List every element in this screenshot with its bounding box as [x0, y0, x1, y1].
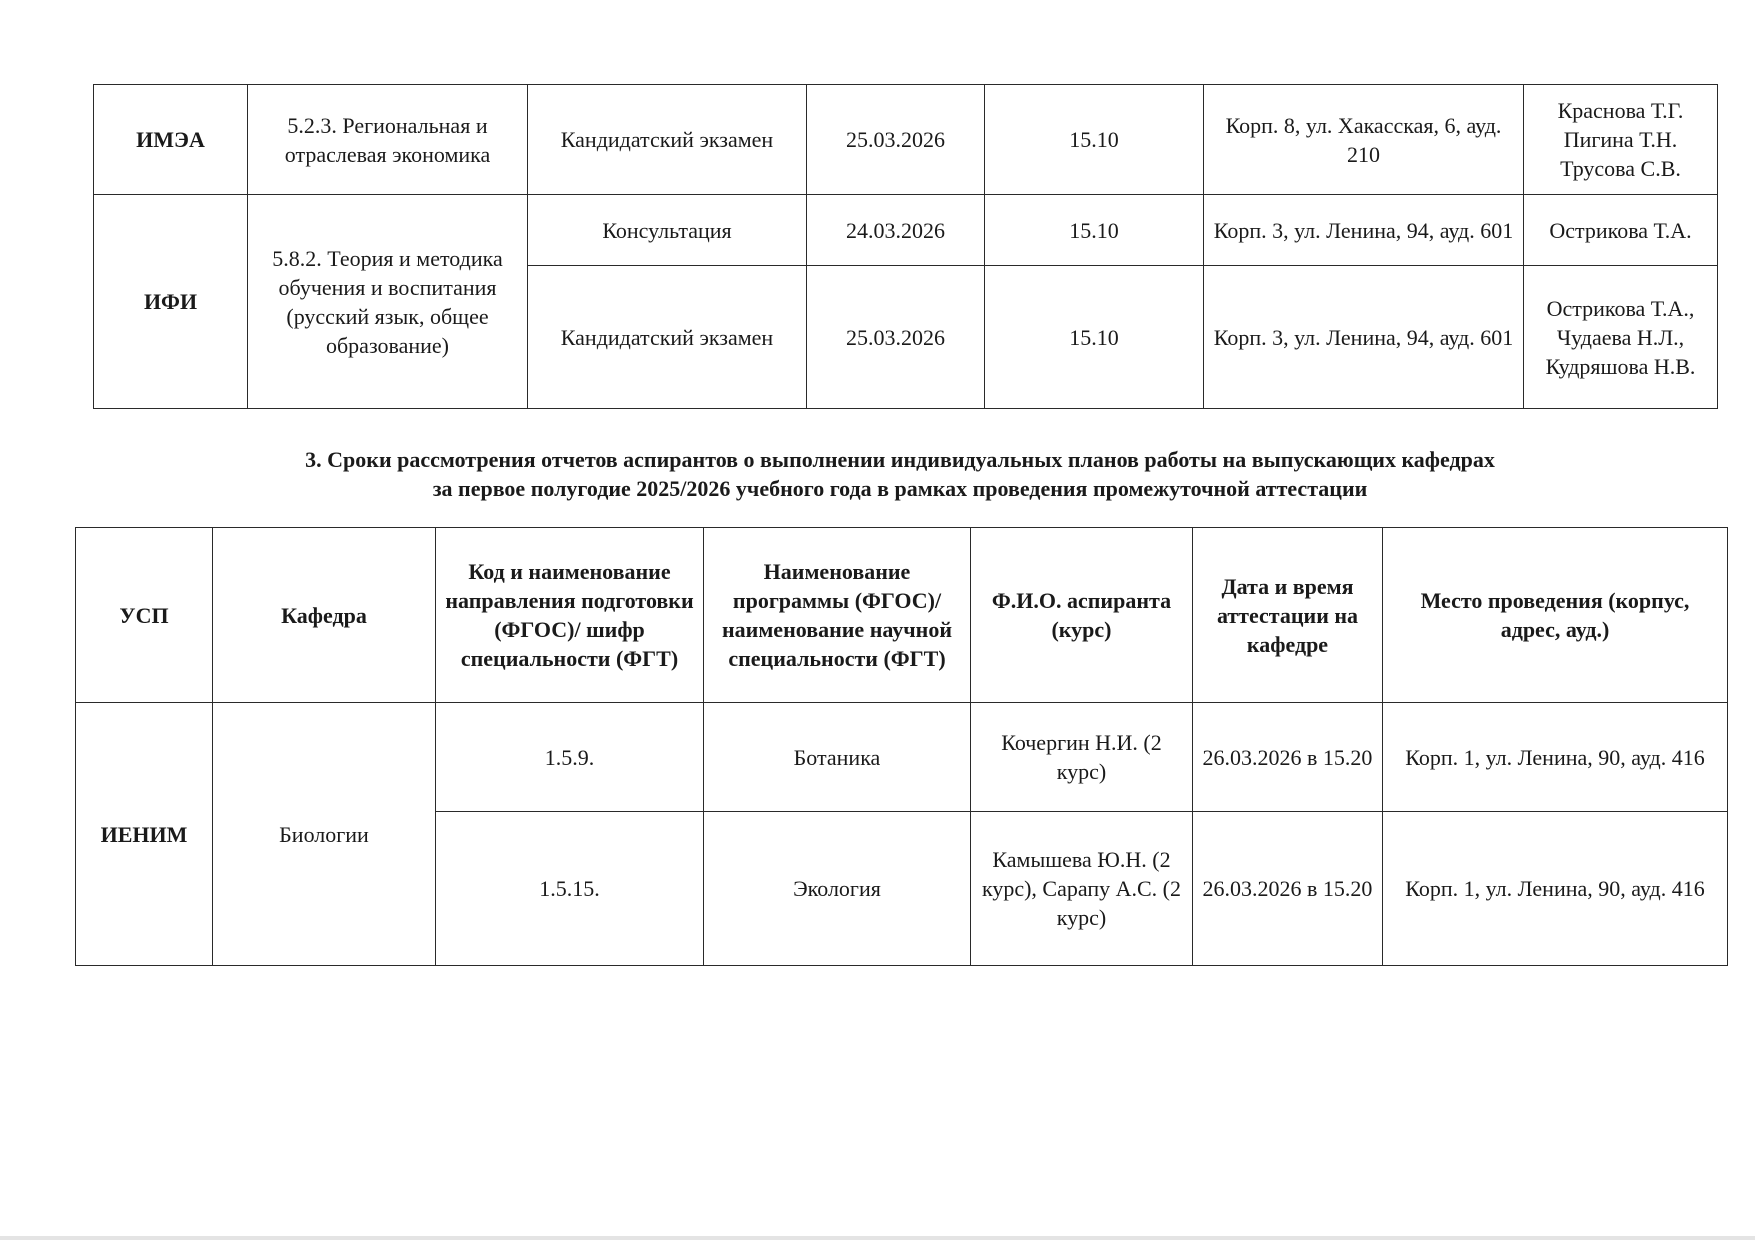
- event-type-cell: Консультация: [528, 195, 807, 266]
- datetime-cell: 26.03.2026 в 15.20: [1193, 703, 1383, 812]
- header-program: Наименование программы (ФГОС)/ наименование научной специальности (ФГТ): [704, 528, 971, 703]
- student-cell: Кочергин Н.И. (2 курс): [971, 703, 1193, 812]
- commission-cell: Краснова Т.Г. Пигина Т.Н. Трусова С.В.: [1524, 85, 1718, 195]
- header-code: Код и наименование направления подготовки (ФГОС)/ шифр специальности (ФГТ): [436, 528, 704, 703]
- time-cell: 15.10: [985, 266, 1204, 409]
- place-cell: Корп. 8, ул. Хакасская, 6, ауд. 210: [1204, 85, 1524, 195]
- header-usp: УСП: [76, 528, 213, 703]
- exam-schedule-table: [93, 84, 1718, 409]
- header-department: Кафедра: [213, 528, 436, 703]
- table-row: [94, 85, 1718, 195]
- section-heading: [80, 445, 1720, 503]
- date-cell: 24.03.2026: [807, 195, 985, 266]
- program-cell: Ботаника: [704, 703, 971, 812]
- time-cell: 15.10: [985, 85, 1204, 195]
- header-datetime: Дата и время аттестации на кафедре: [1193, 528, 1383, 703]
- section-heading-line2: за первое полугодие 2025/2026 учебного года в рамках проведения промежуточной аттестации: [432, 476, 1368, 501]
- datetime-cell: 26.03.2026 в 15.20: [1193, 812, 1383, 966]
- header-student: Ф.И.О. аспиранта (курс): [971, 528, 1193, 703]
- commission-cell: Острикова Т.А., Чудаева Н.Л., Кудряшова Н.В.: [1524, 266, 1718, 409]
- code-cell: 1.5.15.: [436, 812, 704, 966]
- program-cell: Экология: [704, 812, 971, 966]
- student-cell: Камышева Ю.Н. (2 курс), Сарапу А.С. (2 курс): [971, 812, 1193, 966]
- specialty-cell: 5.2.3. Региональная и отраслевая экономика: [248, 85, 528, 195]
- place-cell: Корп. 1, ул. Ленина, 90, ауд. 416: [1383, 812, 1728, 966]
- event-type-cell: Кандидатский экзамен: [528, 85, 807, 195]
- place-cell: Корп. 3, ул. Ленина, 94, ауд. 601: [1204, 195, 1524, 266]
- header-place: Место проведения (корпус, адрес, ауд.): [1383, 528, 1728, 703]
- table-row: [94, 195, 1718, 266]
- specialty-cell: 5.8.2. Теория и методика обучения и воспитания (русский язык, общее образование): [248, 195, 528, 409]
- usp-cell: ИФИ: [94, 195, 248, 409]
- place-cell: Корп. 3, ул. Ленина, 94, ауд. 601: [1204, 266, 1524, 409]
- table-header-row: [76, 528, 1728, 703]
- department-cell: Биологии: [213, 703, 436, 966]
- date-cell: 25.03.2026: [807, 266, 985, 409]
- place-cell: Корп. 1, ул. Ленина, 90, ауд. 416: [1383, 703, 1728, 812]
- code-cell: 1.5.9.: [436, 703, 704, 812]
- event-type-cell: Кандидатский экзамен: [528, 266, 807, 409]
- section-heading-line1: 3. Сроки рассмотрения отчетов аспирантов о выполнении индивидуальных планов работы на выпускающих кафедрах: [305, 447, 1495, 472]
- commission-cell: Острикова Т.А.: [1524, 195, 1718, 266]
- date-cell: 25.03.2026: [807, 85, 985, 195]
- time-cell: 15.10: [985, 195, 1204, 266]
- table-row: [76, 703, 1728, 812]
- attestation-schedule-table: [75, 527, 1728, 966]
- usp-cell: ИЕНИМ: [76, 703, 213, 966]
- usp-cell: ИМЭА: [94, 85, 248, 195]
- page-edge-divider: [0, 1236, 1755, 1240]
